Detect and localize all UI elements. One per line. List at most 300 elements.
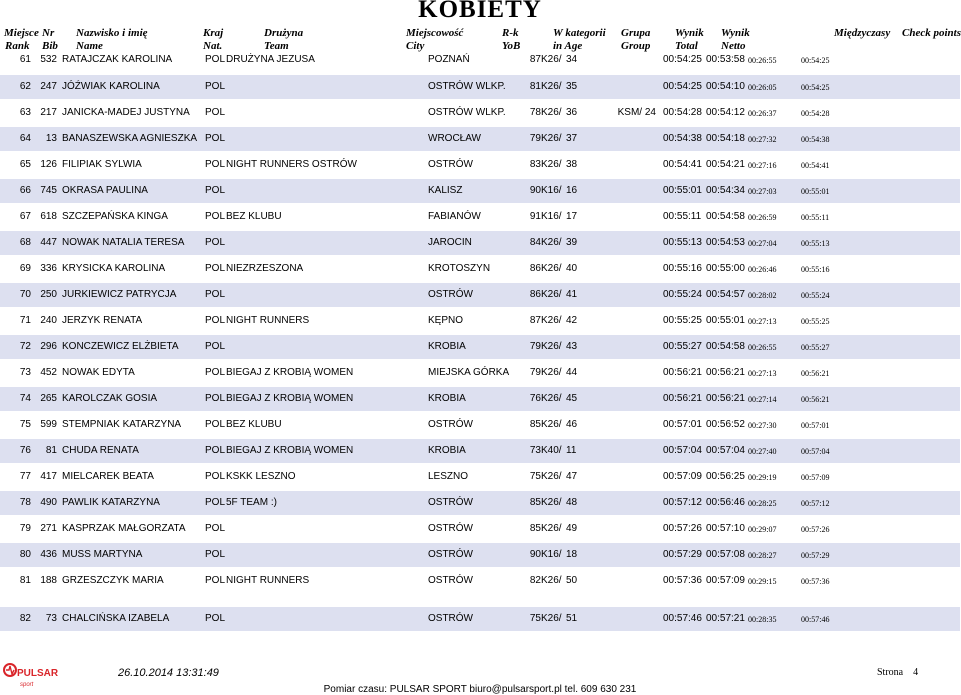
cell-team: KSKK LESZNO [226, 471, 296, 482]
cell-rank: 62 [19, 81, 31, 92]
cell-yob: 84 [529, 237, 541, 248]
table-row [0, 387, 960, 411]
cell-nat: POL [205, 133, 226, 144]
cell-nat: POL [205, 497, 226, 508]
cell-name: OKRASA PAULINA [62, 185, 148, 196]
table-row [0, 607, 960, 631]
cell-split: 00:27:40 [748, 447, 777, 456]
cell-city: OSTRÓW [428, 419, 473, 430]
cell-category-rank: 35 [566, 81, 578, 92]
header-cat: W kategorii [553, 27, 606, 39]
cell-split: 00:27:04 [748, 239, 777, 248]
cell-rank: 66 [19, 185, 31, 196]
cell-intermediate: 00:57:09 [801, 473, 830, 482]
logo-pulse-icon [6, 666, 14, 674]
cell-category-rank: 17 [566, 211, 578, 222]
cell-nr: 599 [40, 419, 57, 430]
cell-city: OSTRÓW [428, 289, 473, 300]
cell-category-rank: 49 [566, 523, 578, 534]
header-group: Grupa [621, 27, 651, 39]
cell-rank: 64 [19, 133, 31, 144]
cell-city: KROBIA [428, 393, 466, 404]
cell-city: OSTRÓW [428, 613, 473, 624]
cell-yob: 90 [529, 185, 541, 196]
cell-netto: 00:56:25 [706, 471, 745, 482]
cell-nat: POL [205, 289, 226, 300]
cell-category: K26/ [541, 54, 562, 65]
cell-category-rank: 44 [566, 367, 578, 378]
table-row [0, 48, 960, 72]
table-row [0, 153, 960, 177]
cell-intermediate: 00:56:21 [801, 369, 830, 378]
cell-category-rank: 16 [566, 185, 578, 196]
cell-intermediate: 00:57:29 [801, 551, 830, 560]
print-date: 26.10.2014 13:31:49 [118, 667, 219, 679]
header-total-en: Total [675, 40, 698, 52]
cell-intermediate: 00:54:28 [801, 109, 830, 118]
header-group-en: Group [621, 40, 651, 52]
cell-nr: 745 [40, 185, 57, 196]
page-title: KOBIETY [418, 0, 542, 23]
header-checkpoints: Check points [902, 27, 961, 39]
cell-rank: 73 [19, 367, 31, 378]
cell-total: 00:55:24 [663, 289, 702, 300]
cell-yob: 87 [529, 315, 541, 326]
cell-netto: 00:54:21 [706, 159, 745, 170]
cell-name: MUSS MARTYNA [62, 549, 143, 560]
cell-netto: 00:57:21 [706, 613, 745, 624]
timing-info: Pomiar czasu: PULSAR SPORT biuro@pulsarsport.pl tel. 609 630 231 [323, 684, 637, 695]
cell-nr: 336 [40, 263, 57, 274]
cell-city: FABIANÓW [428, 211, 481, 222]
cell-name: JANICKA-MADEJ JUSTYNA [62, 107, 190, 118]
cell-yob: 86 [529, 263, 541, 274]
cell-team: NIGHT RUNNERS OSTRÓW [226, 159, 357, 170]
logo-subtext: sport [20, 682, 34, 688]
header-city: Miejscowość [406, 27, 464, 39]
cell-nat: POL [205, 393, 226, 404]
cell-yob: 78 [529, 107, 541, 118]
table-row [0, 257, 960, 281]
cell-category-rank: 38 [566, 159, 578, 170]
cell-split: 00:27:16 [748, 161, 777, 170]
cell-yob: 86 [529, 289, 541, 300]
cell-rank: 69 [19, 263, 31, 274]
cell-nr: 296 [40, 341, 57, 352]
cell-netto: 00:56:52 [706, 419, 745, 430]
cell-category: K26/ [541, 81, 562, 92]
cell-yob: 73 [529, 445, 541, 456]
cell-category-rank: 11 [566, 445, 577, 456]
cell-yob: 91 [529, 211, 541, 222]
cell-split: 00:27:14 [748, 395, 777, 404]
cell-intermediate: 00:57:36 [801, 577, 830, 586]
cell-yob: 87 [529, 54, 541, 65]
cell-category-rank: 36 [566, 107, 578, 118]
cell-netto: 00:56:46 [706, 497, 745, 508]
cell-category-rank: 34 [566, 54, 578, 65]
cell-city: OSTRÓW WLKP. [428, 107, 506, 118]
header-team: Drużyna [264, 27, 304, 39]
cell-team: BIEGAJ Z KROBIĄ WOMEN [226, 445, 354, 456]
cell-category: K26/ [541, 471, 562, 482]
cell-nat: POL [205, 54, 226, 65]
table-row [0, 569, 960, 593]
cell-team: BEZ KLUBU [226, 211, 282, 222]
cell-nat: POL [205, 159, 226, 170]
cell-city: OSTRÓW [428, 159, 473, 170]
cell-total: 00:56:21 [663, 367, 702, 378]
cell-city: OSTRÓW [428, 497, 473, 508]
cell-netto: 00:56:21 [706, 393, 745, 404]
cell-category: K26/ [541, 497, 562, 508]
cell-intermediate: 00:54:25 [801, 83, 830, 92]
cell-nr: 13 [45, 133, 57, 144]
cell-nr: 73 [45, 613, 57, 624]
cell-intermediate: 00:54:41 [801, 161, 830, 170]
cell-category-rank: 51 [566, 613, 578, 624]
cell-netto: 00:57:10 [706, 523, 745, 534]
cell-team: 5F TEAM :) [226, 497, 277, 508]
cell-nr: 247 [40, 81, 57, 92]
cell-name: STEMPNIAK KATARZYNA [62, 419, 182, 430]
cell-total: 00:57:26 [663, 523, 702, 534]
cell-category: K16/ [541, 211, 562, 222]
cell-nr: 240 [40, 315, 57, 326]
cell-name: NOWAK NATALIA TERESA [62, 237, 185, 248]
logo-text: PULSAR [17, 668, 59, 679]
cell-total: 00:57:36 [663, 575, 702, 586]
cell-city: JAROCIN [428, 237, 472, 248]
cell-rank: 63 [19, 107, 31, 118]
cell-category-rank: 39 [566, 237, 578, 248]
table-row [0, 101, 960, 125]
cell-category-rank: 42 [566, 315, 578, 326]
cell-name: FILIPIAK SYLWIA [62, 159, 142, 170]
cell-rank: 82 [19, 613, 31, 624]
table-row [0, 517, 960, 541]
header-rank-en: Rank [5, 40, 30, 52]
cell-intermediate: 00:54:38 [801, 135, 830, 144]
cell-total: 00:54:28 [663, 107, 702, 118]
cell-nr: 217 [40, 107, 57, 118]
cell-rank: 70 [19, 289, 31, 300]
header-yob-en: YoB [502, 40, 521, 52]
header-cat-en: in Age [553, 40, 583, 52]
cell-rank: 65 [19, 159, 31, 170]
cell-netto: 00:57:04 [706, 445, 745, 456]
cell-yob: 76 [529, 393, 541, 404]
cell-total: 00:54:25 [663, 54, 702, 65]
cell-split: 00:27:03 [748, 187, 777, 196]
cell-netto: 00:54:10 [706, 81, 745, 92]
cell-split: 00:28:02 [748, 291, 777, 300]
header-city-en: City [406, 40, 425, 52]
cell-split: 00:28:25 [748, 499, 777, 508]
cell-split: 00:26:59 [748, 213, 777, 222]
cell-city: POZNAŃ [428, 54, 470, 65]
page-label: Strona [877, 667, 904, 678]
cell-nat: POL [205, 341, 226, 352]
cell-netto: 00:55:00 [706, 263, 745, 274]
cell-nat: POL [205, 315, 226, 326]
cell-city: KROTOSZYN [428, 263, 491, 274]
cell-netto: 00:57:08 [706, 549, 745, 560]
cell-split: 00:29:15 [748, 577, 777, 586]
cell-category: K26/ [541, 289, 562, 300]
cell-category: K26/ [541, 133, 562, 144]
cell-category: K26/ [541, 393, 562, 404]
cell-nat: POL [205, 419, 226, 430]
cell-category: K16/ [541, 549, 562, 560]
cell-yob: 81 [529, 81, 541, 92]
cell-team: BEZ KLUBU [226, 419, 282, 430]
cell-category-rank: 46 [566, 419, 578, 430]
cell-nat: POL [205, 237, 226, 248]
cell-name: CHALCIŃSKA IZABELA [62, 613, 170, 624]
cell-intermediate: 00:54:25 [801, 56, 830, 65]
cell-total: 00:56:21 [663, 393, 702, 404]
page-number: 4 [913, 667, 919, 678]
cell-nr: 81 [45, 445, 57, 456]
cell-city: KALISZ [428, 185, 463, 196]
cell-nat: POL [205, 107, 226, 118]
cell-name: JERZYK RENATA [62, 315, 143, 326]
cell-nr: 250 [40, 289, 57, 300]
cell-category: K26/ [541, 613, 562, 624]
cell-netto: 00:53:58 [706, 54, 745, 65]
cell-name: NOWAK EDYTA [62, 367, 135, 378]
cell-intermediate: 00:57:04 [801, 447, 830, 456]
cell-city: KĘPNO [428, 315, 464, 326]
cell-split: 00:29:07 [748, 525, 777, 534]
cell-category: K26/ [541, 575, 562, 586]
cell-rank: 72 [19, 341, 31, 352]
cell-nr: 265 [40, 393, 57, 404]
cell-split: 00:29:19 [748, 473, 777, 482]
cell-yob: 85 [529, 419, 541, 430]
cell-nr: 126 [40, 159, 57, 170]
cell-team: DRUŻYNA JEZUSA [226, 54, 315, 65]
cell-rank: 80 [19, 549, 31, 560]
cell-total: 00:57:29 [663, 549, 702, 560]
cell-yob: 79 [529, 133, 541, 144]
header-team-en: Team [264, 40, 289, 52]
cell-name: GRZESZCZYK MARIA [62, 575, 164, 586]
cell-split: 00:26:37 [748, 109, 777, 118]
cell-netto: 00:54:58 [706, 341, 745, 352]
table-row [0, 439, 960, 463]
cell-split: 00:26:55 [748, 343, 777, 352]
cell-nr: 447 [40, 237, 57, 248]
header-nat-en: Nat. [203, 40, 223, 52]
cell-category: K26/ [541, 159, 562, 170]
cell-name: KASPRZAK MAŁGORZATA [62, 523, 186, 534]
cell-total: 00:55:27 [663, 341, 702, 352]
cell-split: 00:27:13 [748, 317, 777, 326]
header-rank: Miejsce [4, 27, 39, 39]
cell-team: NIGHT RUNNERS [226, 315, 310, 326]
cell-rank: 75 [19, 419, 31, 430]
table-row [0, 361, 960, 385]
cell-yob: 75 [529, 613, 541, 624]
cell-netto: 00:54:53 [706, 237, 745, 248]
header-netto-en: Netto [721, 40, 746, 52]
cell-rank: 79 [19, 523, 31, 534]
cell-name: RATAJCZAK KAROLINA [62, 54, 173, 65]
header-total: Wynik [675, 27, 704, 39]
cell-category: K26/ [541, 263, 562, 274]
cell-total: 00:55:11 [663, 211, 702, 222]
cell-rank: 77 [19, 471, 31, 482]
cell-rank: 81 [19, 575, 31, 586]
cell-intermediate: 00:57:46 [801, 615, 830, 624]
header-nr: Nr [42, 27, 55, 39]
cell-yob: 82 [529, 575, 541, 586]
cell-intermediate: 00:57:01 [801, 421, 830, 430]
cell-yob: 79 [529, 341, 541, 352]
cell-category-rank: 40 [566, 263, 578, 274]
cell-netto: 00:55:01 [706, 315, 745, 326]
cell-intermediate: 00:57:12 [801, 499, 830, 508]
cell-team: NIGHT RUNNERS [226, 575, 310, 586]
cell-yob: 75 [529, 471, 541, 482]
cell-rank: 78 [19, 497, 31, 508]
cell-netto: 00:54:12 [706, 107, 745, 118]
cell-yob: 79 [529, 367, 541, 378]
cell-intermediate: 00:55:24 [801, 291, 830, 300]
cell-city: MIEJSKA GÓRKA [428, 367, 510, 378]
cell-nat: POL [205, 613, 226, 624]
cell-intermediate: 00:55:11 [801, 213, 830, 222]
cell-city: OSTRÓW [428, 549, 473, 560]
header-yob: R-k [502, 27, 519, 39]
cell-category: K26/ [541, 341, 562, 352]
cell-name: KONCZEWICZ ELŻBIETA [62, 341, 179, 352]
cell-rank: 71 [19, 315, 31, 326]
cell-nr: 490 [40, 497, 57, 508]
cell-total: 00:54:38 [663, 133, 702, 144]
cell-name: KAROLCZAK GOSIA [62, 393, 158, 404]
cell-total: 00:54:41 [663, 159, 702, 170]
cell-intermediate: 00:55:13 [801, 239, 830, 248]
cell-group: KSM/ 24 [617, 107, 656, 118]
cell-nr: 436 [40, 549, 57, 560]
cell-intermediate: 00:55:25 [801, 317, 830, 326]
cell-total: 00:57:46 [663, 613, 702, 624]
cell-category: K26/ [541, 419, 562, 430]
cell-category: K26/ [541, 367, 562, 378]
cell-split: 00:26:46 [748, 265, 777, 274]
cell-category: K26/ [541, 315, 562, 326]
cell-netto: 00:54:18 [706, 133, 745, 144]
cell-yob: 85 [529, 497, 541, 508]
cell-city: WROCŁAW [428, 133, 481, 144]
cell-city: KROBIA [428, 445, 466, 456]
cell-name: MIELCAREK BEATA [62, 471, 154, 482]
table-row [0, 309, 960, 333]
cell-nat: POL [205, 185, 226, 196]
cell-nr: 188 [40, 575, 57, 586]
table-row [0, 75, 960, 99]
table-row [0, 413, 960, 437]
cell-total: 00:54:25 [663, 81, 702, 92]
cell-nr: 532 [40, 54, 57, 65]
header-nr-en: Bib [42, 40, 58, 52]
cell-nr: 618 [40, 211, 57, 222]
cell-rank: 76 [19, 445, 31, 456]
cell-city: OSTRÓW [428, 575, 473, 586]
header-name-en: Name [76, 40, 103, 52]
cell-netto: 00:54:57 [706, 289, 745, 300]
table-row [0, 283, 960, 307]
cell-netto: 00:56:21 [706, 367, 745, 378]
cell-category-rank: 37 [566, 133, 578, 144]
logo-circle-icon [4, 664, 16, 676]
cell-intermediate: 00:55:27 [801, 343, 830, 352]
cell-netto: 00:54:34 [706, 185, 745, 196]
cell-nr: 452 [40, 367, 57, 378]
cell-rank: 68 [19, 237, 31, 248]
cell-intermediate: 00:55:01 [801, 187, 830, 196]
cell-name: CHUDA RENATA [62, 445, 139, 456]
cell-total: 00:55:25 [663, 315, 702, 326]
cell-total: 00:55:13 [663, 237, 702, 248]
cell-category-rank: 18 [566, 549, 578, 560]
cell-nr: 417 [40, 471, 57, 482]
cell-city: OSTRÓW [428, 523, 473, 534]
table-row [0, 231, 960, 255]
cell-category-rank: 47 [566, 471, 578, 482]
header-name: Nazwisko i imię [76, 27, 148, 39]
cell-total: 00:57:04 [663, 445, 702, 456]
cell-city: LESZNO [428, 471, 469, 482]
cell-team: BIEGAJ Z KROBIĄ WOMEN [226, 367, 354, 378]
cell-total: 00:57:01 [663, 419, 702, 430]
cell-category: K16/ [541, 185, 562, 196]
cell-nat: POL [205, 211, 226, 222]
cell-nat: POL [205, 81, 226, 92]
cell-nr: 271 [40, 523, 57, 534]
cell-team: NIEZRZESZONA [226, 263, 304, 274]
cell-rank: 67 [19, 211, 31, 222]
table-row [0, 127, 960, 151]
cell-split: 00:27:13 [748, 369, 777, 378]
cell-yob: 85 [529, 523, 541, 534]
cell-total: 00:57:12 [663, 497, 702, 508]
cell-category-rank: 50 [566, 575, 578, 586]
cell-nat: POL [205, 471, 226, 482]
table-row [0, 179, 960, 203]
cell-nat: POL [205, 367, 226, 378]
cell-intermediate: 00:57:26 [801, 525, 830, 534]
cell-name: BANASZEWSKA AGNIESZKA [62, 133, 198, 144]
cell-netto: 00:54:58 [706, 211, 745, 222]
cell-nat: POL [205, 549, 226, 560]
header-intermediate: Międzyczasy [834, 27, 891, 39]
cell-category-rank: 45 [566, 393, 578, 404]
cell-yob: 83 [529, 159, 541, 170]
cell-total: 00:55:01 [663, 185, 702, 196]
table-row [0, 543, 960, 567]
cell-intermediate: 00:56:21 [801, 395, 830, 404]
cell-name: JURKIEWICZ PATRYCJA [62, 289, 177, 300]
cell-category-rank: 48 [566, 497, 578, 508]
table-row [0, 491, 960, 515]
cell-nat: POL [205, 575, 226, 586]
cell-nat: POL [205, 445, 226, 456]
table-row [0, 335, 960, 359]
